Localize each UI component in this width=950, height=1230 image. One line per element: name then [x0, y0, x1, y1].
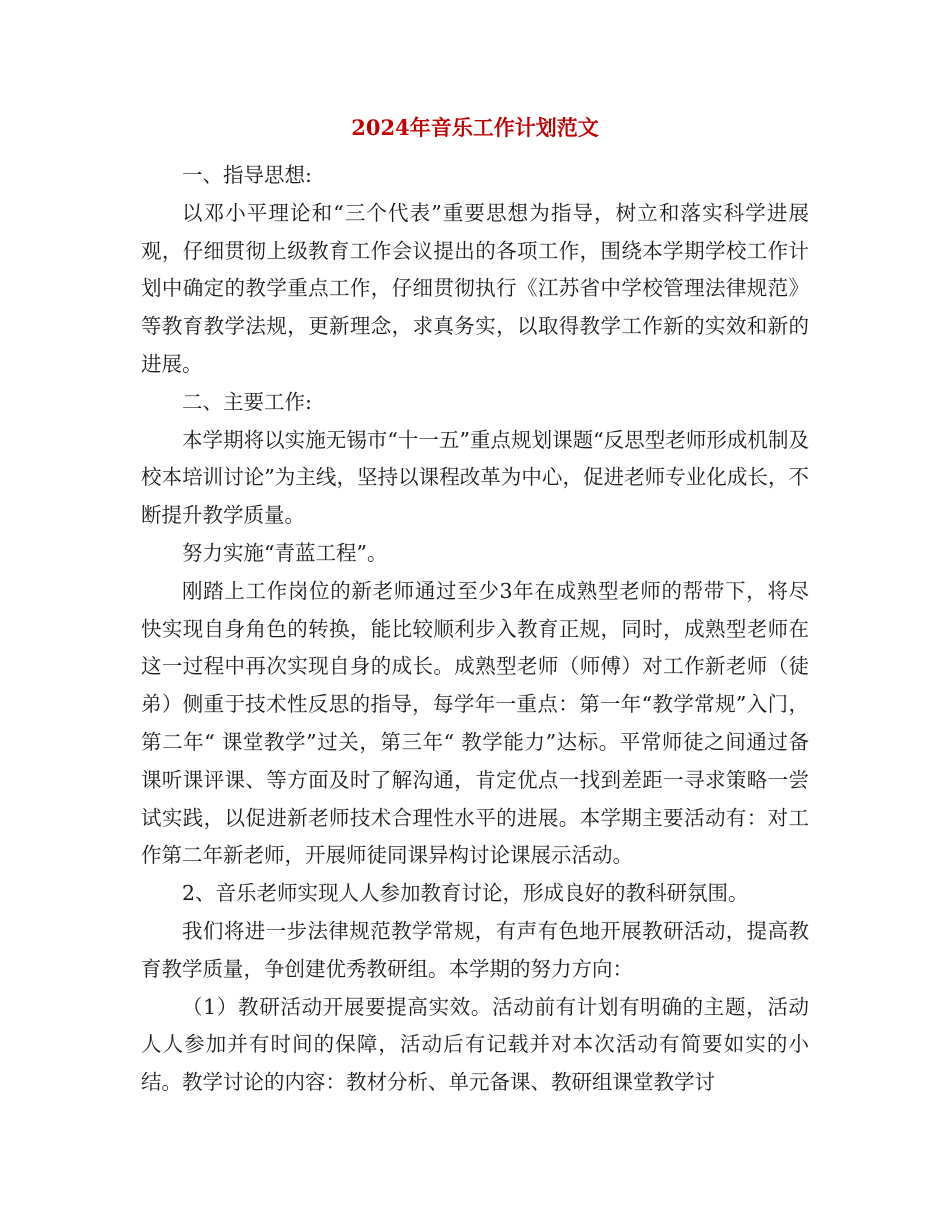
document-title: 2024年音乐工作计划范文 [351, 115, 599, 140]
paragraph-guiding-ideology: 以邓小平理论和“三个代表”重要思想为指导，树立和落实科学进展观，仔细贯彻上级教育工作会议提出的各项工作，围绕本学期学校工作计划中确定的教学重点工作，仔细贯彻执行《江苏省中学校管理法律规范》等教育教学法规，更新理念，求真务实，以取得教学工作新的实效和新的进展。 [141, 200, 809, 376]
paragraph-research-activities: （1）教研活动开展要提高实效。活动前有计划有明确的主题，活动人人参加并有时间的保障，活动后有记载并对本次活动有简要如实的小结。教学讨论的内容：教材分析、单元备课、教研组课堂教学讨 [141, 994, 809, 1095]
paragraph-qinglan-project: 努力实施“青蓝工程”。 [182, 540, 388, 565]
section-heading-guiding-ideology: 一、指导思想: [182, 163, 312, 187]
paragraph-semester-focus: 本学期将以实施无锡市“十一五”重点规划课题“反思型老师形成机制及校本培训讨论”为主线，坚持以课程改革为中心，促进老师专业化成长，不断提升教学质量。 [141, 427, 809, 528]
paragraph-new-teacher-mentoring: 刚踏上工作岗位的新老师通过至少3年在成熟型老师的帮带下，将尽快实现自身角色的转换，能比较顺利步入教育正规，同时，成熟型老师在这一过程中再次实现自身的成长。成熟型老师（师傅）对工作新老师（徒弟）侧重于技术性反思的指导，每学年一重点：第一年“教学常规”入门，第二年“ 课堂教学”过关，第三年“ 教学能力”达标。平常师徒之间通过备课听课评课、等方面及时了解沟通，肯定优点一找到差距一寻求策略一尝试实践，以促进新老师技术合理性水平的进展。本学期主要活动有：对工作第二年新老师，开展师徒同课异构讨论课展示活动。 [141, 578, 809, 868]
document-body [141, 157, 809, 1102]
paragraph-teaching-standards: 我们将进一步法律规范教学常规，有声有色地开展教研活动，提高教育教学质量，争创建优秀教研组。本学期的努力方向： [141, 918, 809, 981]
paragraph-teacher-research: 2、音乐老师实现人人参加教育讨论，形成良好的教科研氛围。 [182, 881, 749, 906]
section-heading-main-work: 二、主要工作: [182, 389, 312, 414]
